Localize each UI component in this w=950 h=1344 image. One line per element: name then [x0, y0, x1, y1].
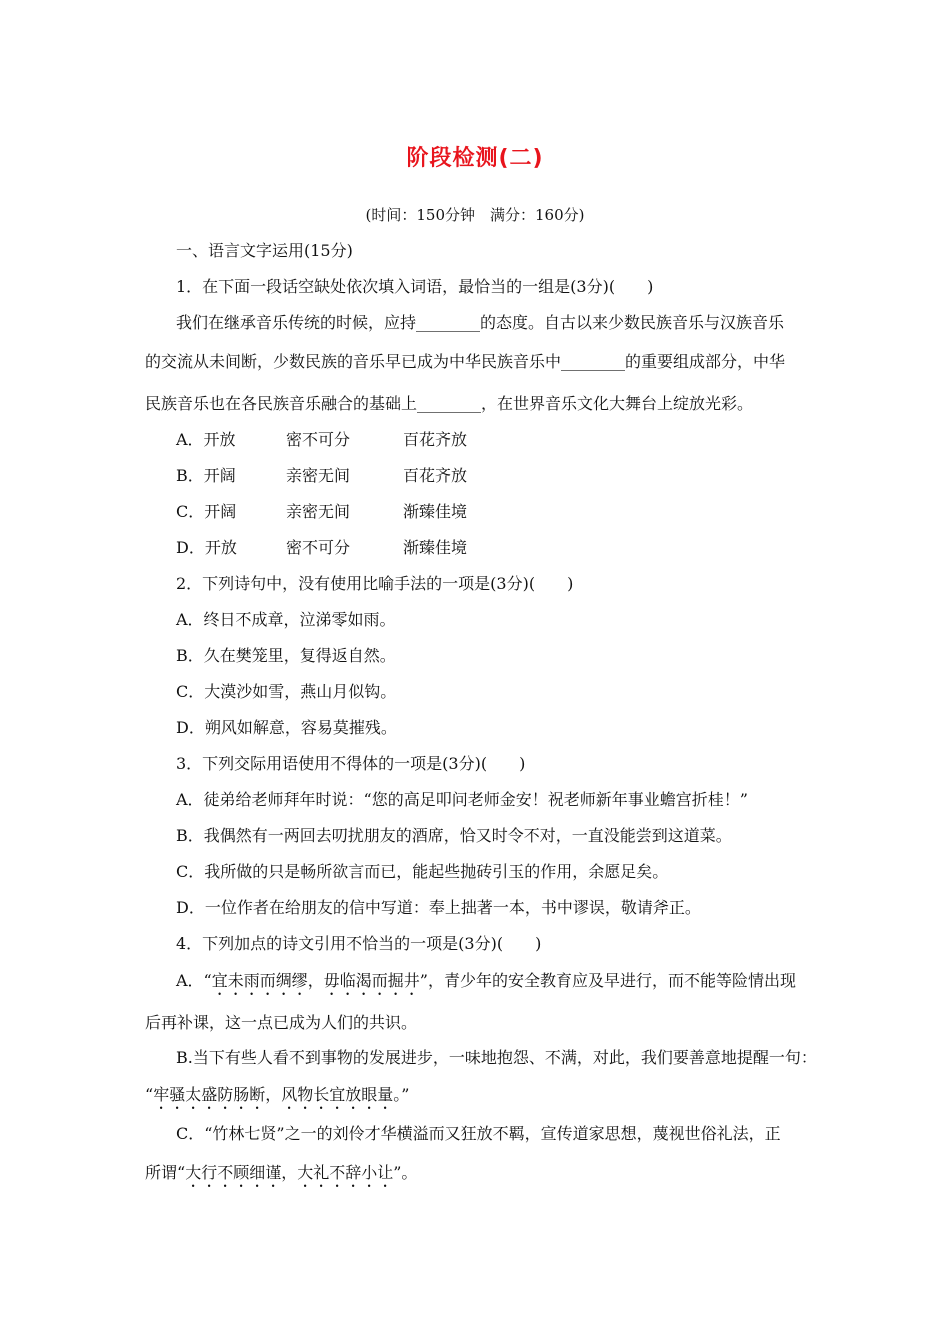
- q2-option-b: B．久在樊笼里，复得返自然。: [176, 646, 396, 665]
- q2-option-c: C．大漠沙如雪，燕山月似钩。: [176, 682, 397, 701]
- option-label: A．开放: [176, 430, 236, 449]
- section-heading: 一、语言文字运用(15分): [176, 241, 353, 260]
- emphasized-quote: 宜未雨而绸缪，毋临渴而掘井: [211, 971, 420, 990]
- option-word: 亲密无间: [286, 502, 351, 521]
- q4-option-b-cont: “牢骚太盛防肠断，风物长宜放眼量。”: [145, 1085, 410, 1104]
- q4-stem: 4．下列加点的诗文引用不恰当的一项是(3分)( ): [176, 934, 542, 953]
- page-title: 阶段检测(二): [406, 146, 544, 171]
- q3-option-a: A．徒弟给老师拜年时说：“您的高足叩问老师金安！祝老师新年事业蟾宫折桂！”: [176, 790, 748, 809]
- emphasized-quote: 大行不顾细谨，大礼不辞小让: [185, 1163, 394, 1182]
- q1-paragraph-line: 我们在继承音乐传统的时候，应持________的态度。自古以来少数民族音乐与汉族音乐: [176, 313, 785, 332]
- option-word: 亲密无间: [286, 466, 351, 485]
- emphasized-quote: 牢骚太盛防肠断，风物长宜放眼量: [153, 1085, 394, 1104]
- q4-option-a-cont: 后再补课，这一点已成为人们的共识。: [145, 1013, 418, 1032]
- option-word: 百花齐放: [403, 430, 468, 449]
- q4-option-c-cont: 所谓“大行不顾细谨，大礼不辞小让”。: [145, 1163, 418, 1182]
- q3-option-d: D．一位作者在给朋友的信中写道：奉上拙著一本，书中谬误，敬请斧正。: [176, 898, 701, 917]
- option-word: 密不可分: [286, 538, 351, 557]
- q1-paragraph-line: 的交流从未间断，少数民族的音乐早已成为中华民族音乐中________的重要组成部分，中华: [145, 352, 786, 371]
- q2-option-d: D．朔风如解意，容易莫摧残。: [176, 718, 397, 737]
- q1-option-b: [176, 466, 467, 486]
- option-label: B．开阔: [176, 466, 236, 485]
- q4-option-a: A．“宜未雨而绸缪，毋临渴而掘井”，青少年的安全教育应及早进行，而不能等险情出现: [176, 971, 796, 990]
- option-label: D．开放: [176, 538, 237, 557]
- q4-option-c: C．“竹林七贤”之一的刘伶才华横溢而又狂放不羁，宣传道家思想，蔑视世俗礼法，正: [176, 1124, 781, 1143]
- option-word: 密不可分: [286, 430, 351, 449]
- q1-option-a: [176, 430, 467, 450]
- q2-option-a: A．终日不成章，泣涕零如雨。: [176, 610, 396, 629]
- q1-option-d: [176, 538, 467, 558]
- exam-time-score: (时间：150分钟 满分：160分): [365, 206, 585, 224]
- option-label: C．开阔: [176, 502, 237, 521]
- q4-option-b: B.当下有些人看不到事物的发展进步，一味地抱怨、不满，对此，我们要善意地提醒一句：: [176, 1048, 817, 1067]
- q1-stem: 1．在下面一段话空缺处依次填入词语，最恰当的一组是(3分)( ): [176, 277, 654, 296]
- q3-option-b: B．我偶然有一两回去叨扰朋友的酒席，恰又时令不对，一直没能尝到这道菜。: [176, 826, 732, 845]
- option-word: 百花齐放: [403, 466, 468, 485]
- q1-option-c: [176, 502, 467, 522]
- option-word: 渐臻佳境: [403, 538, 468, 557]
- q1-paragraph-line: 民族音乐也在各民族音乐融合的基础上________，在世界音乐文化大舞台上绽放光彩。: [145, 394, 754, 413]
- option-word: 渐臻佳境: [403, 502, 468, 521]
- q3-stem: 3．下列交际用语使用不得体的一项是(3分)( ): [176, 754, 526, 773]
- q3-option-c: C．我所做的只是畅所欲言而已，能起些抛砖引玉的作用，余愿足矣。: [176, 862, 669, 881]
- q2-stem: 2．下列诗句中，没有使用比喻手法的一项是(3分)( ): [176, 574, 574, 593]
